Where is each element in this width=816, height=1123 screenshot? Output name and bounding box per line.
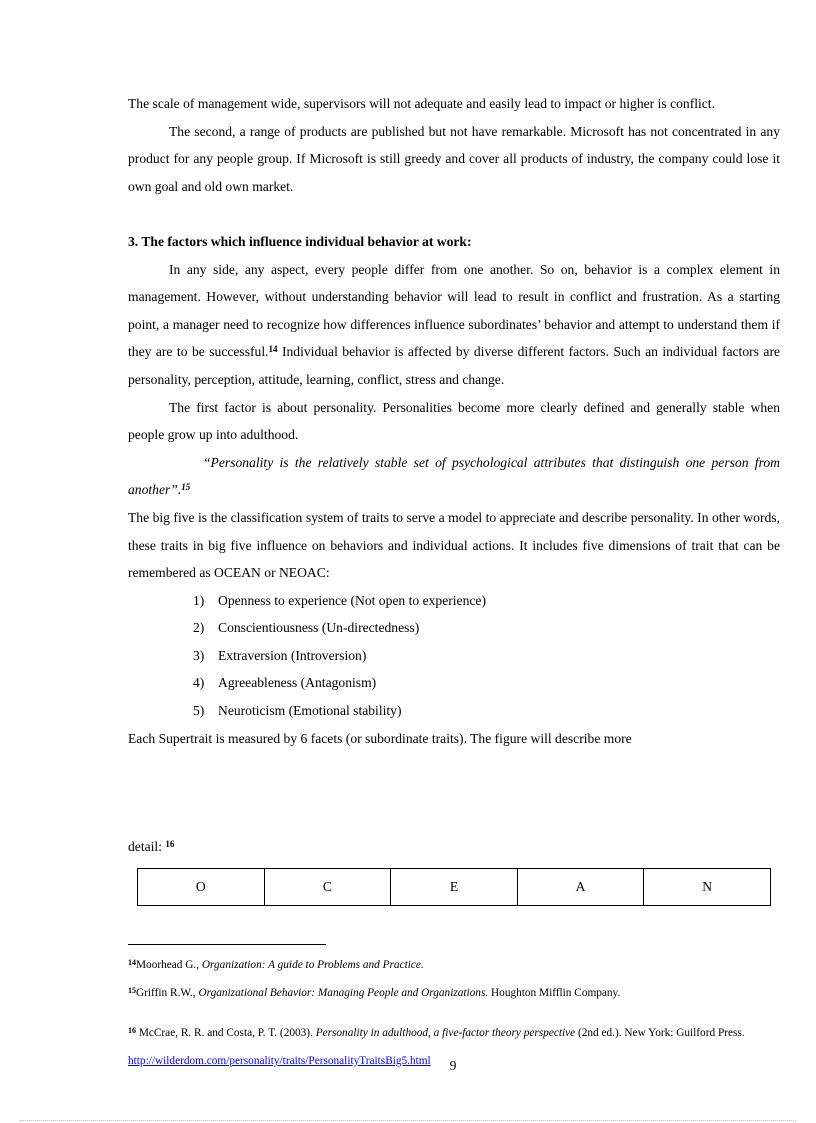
footnote-ref-15[interactable]: 15 [181,482,191,493]
table-cell-o: O [138,869,265,906]
footnotes [128,952,780,1075]
quote-line-2: person from another”. [128,454,780,498]
reference-link[interactable]: http://wilderdom.com/personality/traits/PersonalityTraitsBig5.html [128,1054,431,1067]
footnote-ref-16[interactable]: 16 [165,839,175,849]
paragraph-text-continued: Individual behavior is affected by diverse different factors. Such an individual factors are personality, perception, attitude, learning, conflict, stress and change. [128,344,781,387]
quote-line-1: “Personality is the relatively stable set of psychological attributes that distinguish one [203,454,706,470]
table-cell-a: A [517,869,644,906]
list-item: 2) Conscientiousness (Un-directedness) [193,620,420,636]
footnote-14: $^{14}$Moorhead G., Organization: A guide to Problems and Practice. [128,958,424,971]
list-item: 3) Extraversion (Introversion) [193,647,367,663]
personality-quote [128,449,780,504]
paragraph-individual-behavior [128,256,780,394]
table-cell-c: C [264,869,391,906]
paragraph-supertrait: Each Supertrait is measured by 6 facets (or subordinate traits). The figure will describe more [128,730,632,746]
footnote-16: $^{16}$ McCrae, R. R. and Costa, P. T. (2003). Personality in adulthood, a five-factor theory perspective (2nd ed.). New York: Guilford Press. [128,1026,745,1040]
list-item: 1) Openness to experience (Not open to experience) [193,592,486,608]
footnote-ref-14[interactable]: 14 [268,344,278,355]
table-cell-e: E [391,869,518,906]
table-row [138,869,771,906]
body-text [128,90,780,752]
footnote-separator [128,944,326,945]
ocean-table [137,868,771,906]
list-item: 4) Agreeableness (Antagonism) [193,675,377,691]
paragraph-text: In any side, any aspect, every people differ from one another. So on, behavior is a complex element in management. However, without understanding behavior will lead to result in conflict and frustration. As a starting point, a manager need to recognize how differences influence subordinates’ behavior and attempt to understand them if they are to be successful. [128,261,780,360]
paragraph-scale-of-management: The scale of management wide, supervisors will not adequate and easily lead to impact or higher is conflict. [128,96,715,111]
section-heading: 3. The factors which influence individual behavior at work: [128,233,472,249]
trait-list [128,587,780,725]
page-number: 9 [449,1058,457,1073]
paragraph-personality: The first factor is about personality. Personalities become more clearly defined and generally stable when people grow up into adulthood. [128,399,780,443]
paragraph-big-five: The big five is the classification system of traits to serve a model to appreciate and describe personality. In other words, these traits in big five influence on behaviors and individual actions. It includes five dimensions of trait that can be remembered as OCEAN or NEOAC: [128,509,780,581]
paragraph-range-of-products: The second, a range of products are published but not have remarkable. Microsoft has not concentrated in any product for any people group. If Microsoft is still greedy and cover all products of industry, the company could lose it own goal and old own market. [128,123,780,194]
blank-line [128,200,780,228]
footnote-15: $^{15}$Griffin R.W., Organizational Behavior: Managing People and Organizations. Houghton Mifflin Company. [128,985,621,999]
page-edge-divider [20,1120,796,1121]
list-item: 5) Neuroticism (Emotional stability) [193,703,402,719]
detail-line [128,839,174,855]
detail-label: detail: [128,839,162,854]
table-cell-n: N [644,869,771,906]
